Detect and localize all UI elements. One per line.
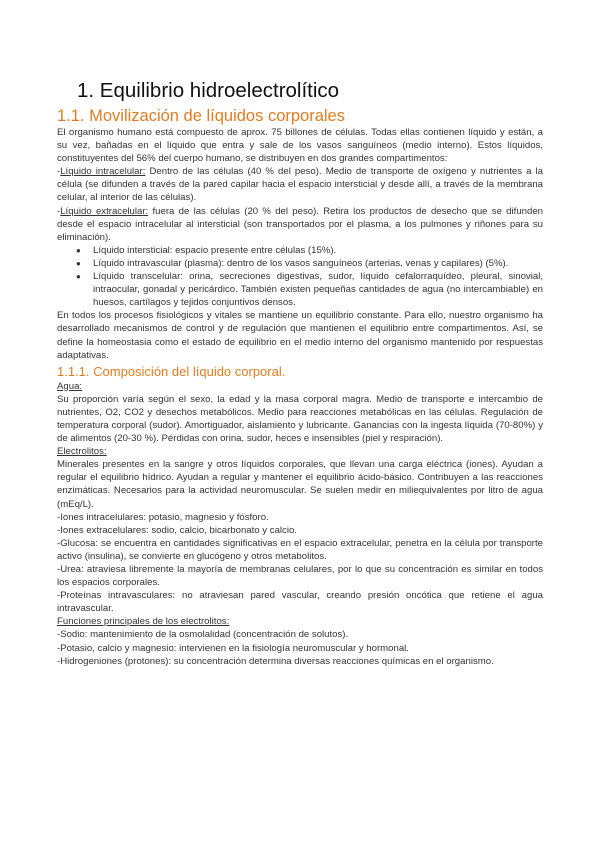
ion-line: -Iones intracelulares: potasio, magnesio y fósforo. [57, 511, 269, 523]
intracelular-text: Dentro de las células (40 % del peso). Medio de transporte de oxígeno y nutrientes a la célula (se difunden a través de la pared capilar hacia el espacio intersticial y desde allí, a través de la membrana celular, al interior de las células). [57, 166, 544, 204]
bullet-icon: ● [76, 272, 81, 282]
ion-line: -Proteínas intravasculares: no atraviesan pared vascular, creando presión oncótica que retiene el agua intravascular. [57, 590, 543, 615]
intracelular-paragraph: -Líquido intracelular: Dentro de las células (40 % del peso). Medio de transporte de oxígeno y nutrientes a la célula (se difunden a través de la pared capilar hacia el espacio intersticial y desde allí, a través de la membrana celular, al interior de las células). [57, 166, 544, 204]
funcion-line: -Hidrogeniones (protones): su concentración determina diversas reacciones químicas en el organismo. [57, 655, 494, 667]
intracelular-term: Líquido intracelular: [60, 166, 146, 178]
electrolitos-label: Electrolitos: [57, 446, 107, 458]
list-item: ● Líquido intersticial: espacio presente entre células (15%). [76, 244, 337, 256]
funcion-line: -Potasio, calcio y magnesio: intervienen en la fisiología neuromuscular y hormonal. [57, 642, 409, 654]
page-title: 1. Equilibrio hidroelectrolítico [77, 79, 340, 102]
bullet-icon: ● [76, 258, 81, 268]
funciones-label: Funciones principales de los electrolitos: [57, 616, 230, 628]
extracelular-term: Líquido extracelular: [60, 205, 149, 217]
intro-paragraph: El organismo humano está compuesto de aprox. 75 billones de células. Todas ellas contienen líquido y están, a su vez, bañadas en el líquido que entra y sale de los vasos sanguíneos (medio interno). Estos líquidos, constituyentes del 56% del cuerpo humano, se distribuyen en dos grandes compartimentos: [57, 127, 543, 165]
ion-line: -Iones extracelulares: sodio, calcio, bicarbonato y calcio. [57, 524, 297, 536]
electrolitos-paragraph: Minerales presentes en la sangre y otros líquidos corporales, que llevan una carga eléctrica (iones). Ayudan a regular el equilibrio hídrico. Ayudan a regular y mantener el equilibrio ácido-básico. Contribuyen a las reacciones enzimáticas. Necesarios para la actividad neuromuscular. Se suelen medir en miliequivalentes por litro de agua (mEq/L). [57, 459, 543, 510]
extracelular-text: fuera de las células (20 % del peso). Retira los productos de desecho que se difunden desde el espacio intracelular al intersticial (son transportados por el plasma, a los pulmones y riñones para su eliminación). [57, 205, 543, 243]
funcion-line: -Sodio: mantenimiento de la osmolalidad (concentración de solutos). [57, 629, 349, 641]
compartment-list [57, 244, 543, 309]
list-item: ● Líquido transcelular: orina, secreciones digestivas, sudor, líquido cefalorraquídeo, pleural, sinovial, intraocular, gonadal y pericárdico. También existen pequeñas cantidades de agua (no intercambiable) en huesos, cartílagos y tejidos conjuntivos densos. [76, 271, 543, 309]
agua-paragraph: Su proporción varía según el sexo, la edad y la masa corporal magra. Medio de transporte e intercambio de nutrientes, O2, CO2 y desechos metabólicos. Medio para reacciones metabólicas en las células. Regulación de temperatura corporal (sudor). Amortiguador, aislamiento y lubricante. Ganancias con la ingesta líquida (70-80%) y de alimentos (20-30 %). Pérdidas con orina, sudor, heces e insensibles (piel y respiración). [57, 393, 543, 445]
list-item: ● Líquido intravascular (plasma): dentro de los vasos sanguíneos (arterias, venas y capilares) (5%). [76, 257, 509, 269]
ion-line: -Urea: atraviesa libremente la mayoría de membranas celulares, por lo que su concentración es similar en todos los espacios corporales. [57, 564, 543, 589]
bullet-icon: ● [76, 245, 81, 255]
ion-line: -Glucosa: se encuentra en cantidades significativas en el espacio extracelular, penetra en la célula por transporte activo (insulina), se convierte en glucógeno y otros metabolitos. [57, 537, 543, 562]
section-heading-1-1-1: 1.1.1. Composición del líquido corporal. [57, 363, 286, 379]
extracelular-paragraph: -Líquido extracelular: fuera de las células (20 % del peso). Retira los productos de desecho que se difunden desde el espacio intracelular al intersticial (son transportados por el plasma, a los pulmones y riñones para su eliminación). [57, 205, 543, 243]
section-heading-1-1: 1.1. Movilización de líquidos corporales [57, 107, 345, 125]
closing-paragraph: En todos los procesos fisiológicos y vitales se mantiene un equilibrio constante. Para ello, nuestro organismo ha desarrollado mecanismos de control y de regulación que mantienen el equilibrio entre compartimentos. Así, se define la homeostasia como el estado de equilibrio en el medio interno del organismo mantenido por respuestas adaptativas. [57, 310, 543, 361]
agua-label: Agua: [57, 380, 83, 392]
